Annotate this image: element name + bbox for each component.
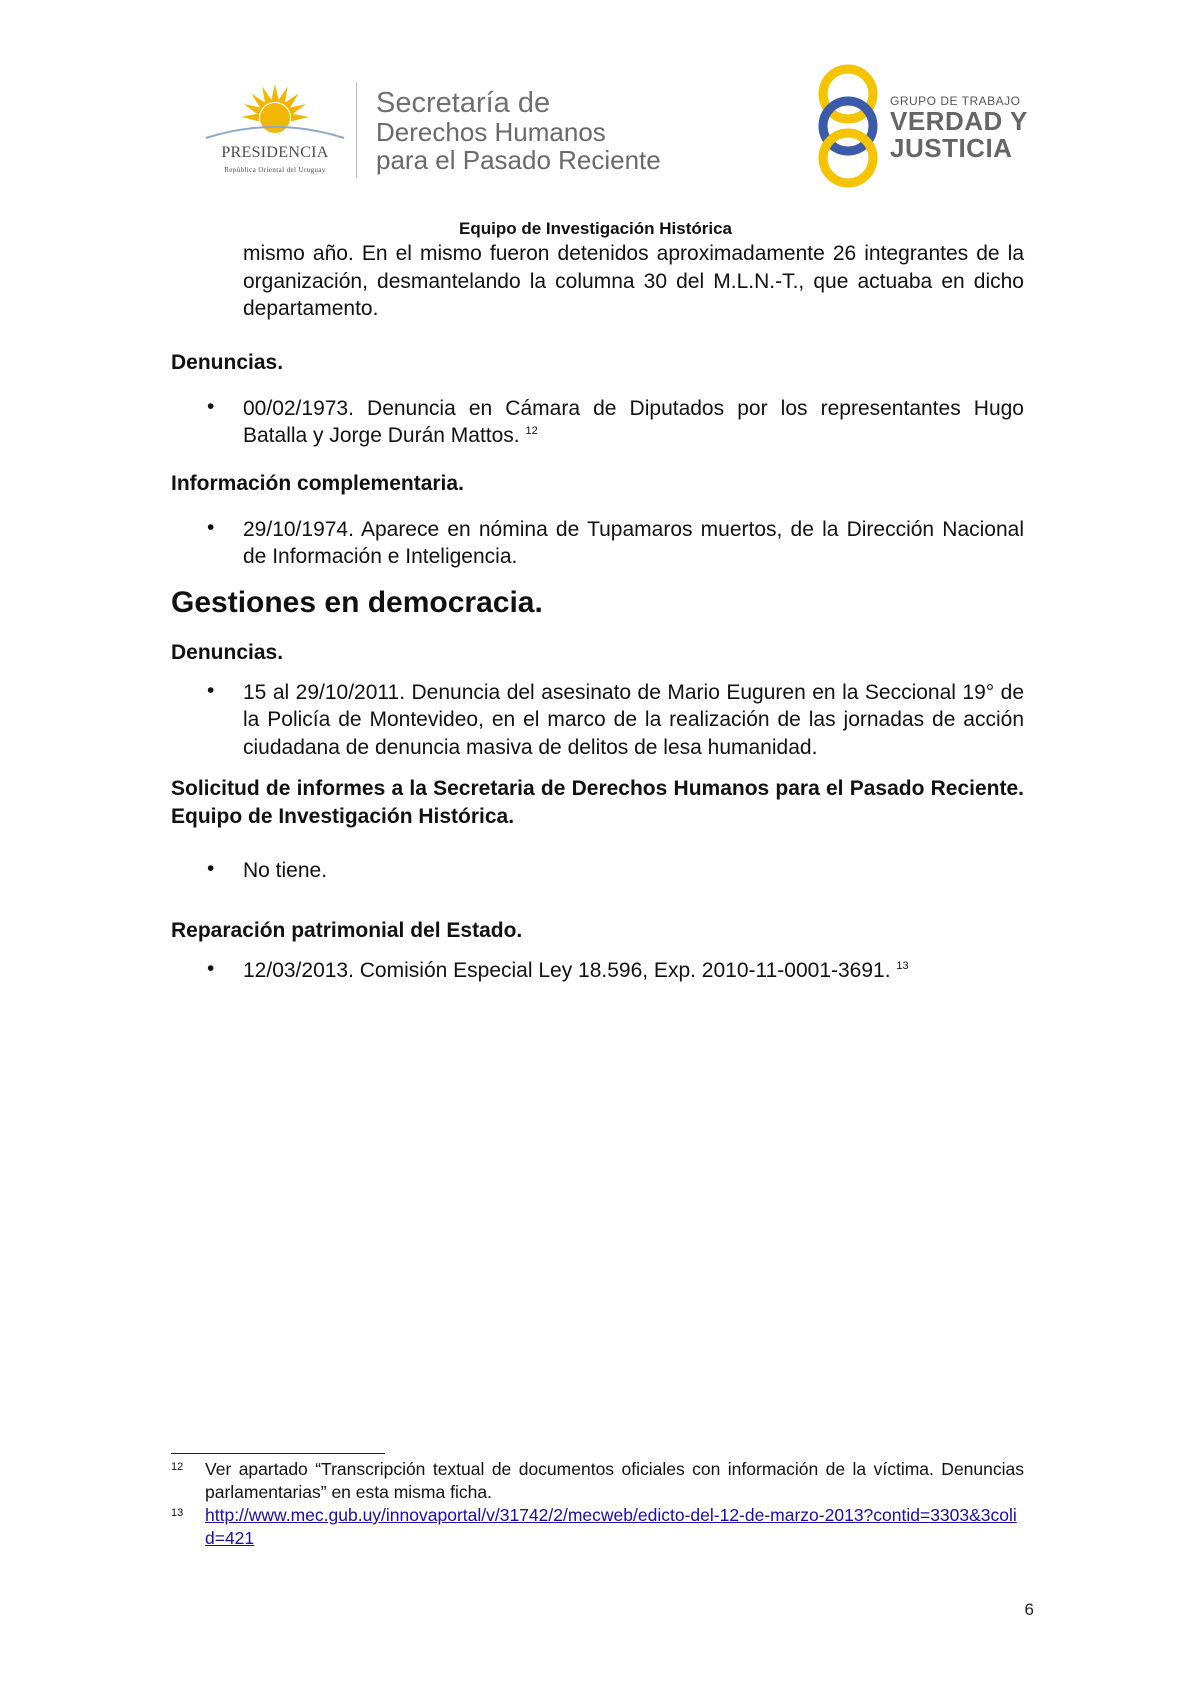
footnote-13 <box>171 1504 1024 1550</box>
footnote-text: Ver apartado “Transcripción textual de documentos oficiales con información de la víctima. Denuncias parlamentarias” en esta misma ficha. <box>205 1459 1024 1502</box>
solicitud-item-text: No tiene. <box>243 859 328 882</box>
info-complementaria-heading: Información complementaria. <box>171 471 464 495</box>
footnote-12 <box>171 1458 1024 1504</box>
secretaria-line-1: Secretaría de <box>376 87 551 119</box>
secretaria-logo-text <box>376 88 736 174</box>
footnote-number: 13 <box>171 1507 184 1519</box>
footnotes <box>171 1458 1024 1550</box>
bullet-icon: • <box>207 515 215 539</box>
intro-paragraph: mismo año. En el mismo fueron detenidos aproximadamente 26 integrantes de la organización, desmantelando la columna 30 del M.L.N.-T., que actuaba en dicho departamento. <box>243 242 1024 320</box>
document-body <box>171 240 1024 984</box>
footnote-separator <box>171 1453 385 1454</box>
reparacion-item-text: 12/03/2013. Comisión Especial Ley 18.596, Exp. 2010-11-0001-3691. <box>243 958 891 982</box>
team-title: Equipo de Investigación Histórica <box>459 219 732 238</box>
denuncias-2-text: 15 al 29/10/2011. Denuncia del asesinato de Mario Euguren en la Seccional 19° de la Policía de Montevideo, en el marco de la realización de las jornadas de acción ciudadana de denuncia masiva de delitos de lesa humanidad. <box>243 680 1024 759</box>
bullet-icon: • <box>207 956 215 980</box>
footnote-number: 12 <box>171 1461 184 1473</box>
vyj-line-2: JUSTICIA <box>890 133 1013 163</box>
list-item <box>171 395 1024 450</box>
footnote-ref-13[interactable]: 13 <box>896 959 909 972</box>
gestiones-heading: Gestiones en democracia. <box>171 585 543 619</box>
denuncias-heading-2: Denuncias. <box>171 640 284 664</box>
logo-divider <box>356 82 357 178</box>
bullet-icon: • <box>207 857 215 880</box>
bullet-icon: • <box>207 678 215 702</box>
sun-emblem-icon <box>196 82 354 144</box>
page-header <box>0 0 1191 238</box>
rings-emblem-icon <box>810 60 890 190</box>
footnote-link[interactable]: http://www.mec.gub.uy/innovaportal/v/31742/2/mecweb/edicto-del-12-de-marzo-2013?contid=3303&3colid=421 <box>205 1505 1017 1548</box>
footnote-ref-12[interactable]: 12 <box>525 425 538 437</box>
presidencia-subtitle: República Oriental del Uruguay <box>224 166 326 174</box>
list-item <box>171 516 1024 571</box>
info-item-text: 29/10/1974. Aparece en nómina de Tupamaros muertos, de la Dirección Nacional de Información e Inteligencia. <box>243 517 1024 568</box>
secretaria-line-3: para el Pasado Reciente <box>376 145 661 175</box>
list-item <box>171 857 1024 885</box>
list-item <box>171 679 1024 762</box>
solicitud-heading: Solicitud de informes a la Secretaria de Derechos Humanos para el Pasado Reciente. Equipo de Investigación Histórica. <box>171 777 1024 828</box>
vyj-small-text: GRUPO DE TRABAJO <box>890 94 1021 108</box>
reparacion-heading: Reparación patrimonial del Estado. <box>171 918 523 942</box>
bullet-icon: • <box>207 394 215 418</box>
verdad-justicia-logo <box>810 60 1030 190</box>
denuncias-heading-1: Denuncias. <box>171 350 284 374</box>
list-item <box>171 957 1024 985</box>
vyj-line-1: VERDAD Y <box>890 106 1028 136</box>
secretaria-line-2: Derechos Humanos <box>376 117 606 147</box>
presidencia-logo <box>196 82 354 178</box>
presidencia-name: PRESIDENCIA <box>221 144 329 161</box>
page-number: 6 <box>1024 1600 1034 1619</box>
denuncias-1-text: 00/02/1973. Denuncia en Cámara de Diputados por los representantes Hugo Batalla y Jorge Durán Mattos. <box>243 396 1024 447</box>
